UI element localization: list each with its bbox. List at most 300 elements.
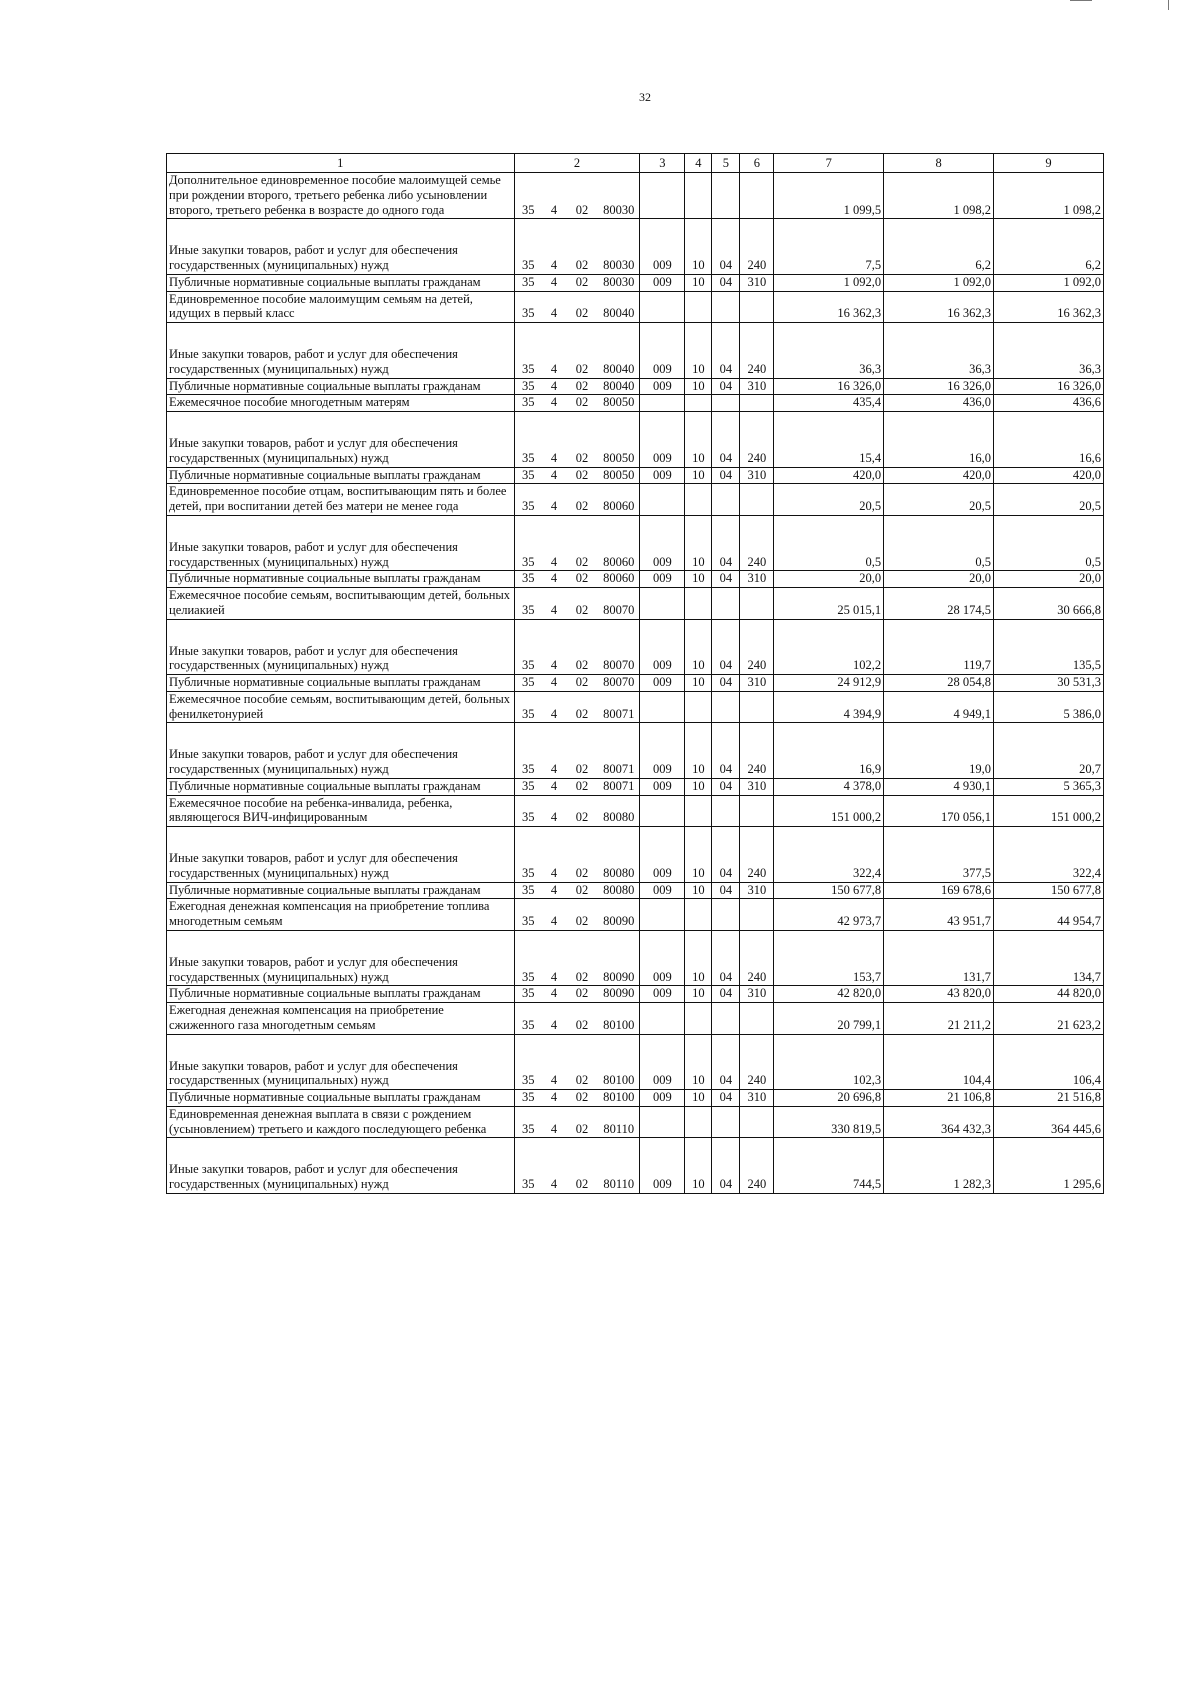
code-part-1: 35 [514,1138,542,1194]
col-4-value: 10 [685,323,712,379]
row-name: Ежемесячное пособие на ребенка-инвалида, ребенка, являющегося ВИЧ-инфицированным [167,795,515,827]
row-name: Публичные нормативные социальные выплаты гражданам [167,986,515,1003]
col-6-value [740,1106,774,1138]
code-part-2: 4 [542,1003,566,1035]
col-4-value [685,691,712,723]
code-part-4: 80110 [598,1138,640,1194]
table-row [167,291,1104,323]
col-3-value [640,1106,685,1138]
code-part-4: 80040 [598,291,640,323]
table-row [167,723,1104,779]
amount-col-8: 104,4 [884,1034,994,1090]
row-name: Публичные нормативные социальные выплаты гражданам [167,467,515,484]
col-6-value [740,1003,774,1035]
amount-col-8: 6,2 [884,219,994,275]
col-3-value [640,291,685,323]
header-col-8: 8 [884,154,994,173]
col-4-value: 10 [685,378,712,395]
code-part-1: 35 [514,588,542,620]
code-part-3: 02 [566,467,598,484]
col-4-value [685,1106,712,1138]
amount-col-7: 20,5 [774,484,884,516]
code-part-2: 4 [542,1106,566,1138]
amount-col-9: 135,5 [994,619,1104,675]
col-3-value [640,173,685,219]
col-5-value [712,395,740,412]
scan-edge-mark [1168,0,1169,10]
code-part-3: 02 [566,1090,598,1107]
amount-col-7: 420,0 [774,467,884,484]
code-part-3: 02 [566,986,598,1003]
col-6-value: 240 [740,1034,774,1090]
amount-col-8: 43 820,0 [884,986,994,1003]
col-4-value: 10 [685,219,712,275]
col-6-value: 310 [740,675,774,692]
code-part-1: 35 [514,219,542,275]
col-5-value [712,795,740,827]
amount-col-7: 16 362,3 [774,291,884,323]
col-5-value: 04 [712,986,740,1003]
amount-col-9: 5 365,3 [994,778,1104,795]
row-name: Иные закупки товаров, работ и услуг для обеспечения государственных (муниципальных) нужд [167,827,515,883]
code-part-3: 02 [566,723,598,779]
code-part-4: 80040 [598,323,640,379]
row-name: Иные закупки товаров, работ и услуг для обеспечения государственных (муниципальных) нужд [167,1034,515,1090]
table-row [167,412,1104,468]
row-name: Ежемесячное пособие семьям, воспитывающим детей, больных целиакией [167,588,515,620]
amount-col-7: 1 099,5 [774,173,884,219]
table-row [167,619,1104,675]
amount-col-7: 4 394,9 [774,691,884,723]
col-5-value: 04 [712,882,740,899]
code-part-3: 02 [566,291,598,323]
code-part-1: 35 [514,173,542,219]
code-part-1: 35 [514,1106,542,1138]
col-3-value [640,691,685,723]
row-name: Иные закупки товаров, работ и услуг для обеспечения государственных (муниципальных) нужд [167,619,515,675]
code-part-4: 80071 [598,723,640,779]
amount-col-7: 7,5 [774,219,884,275]
code-part-2: 4 [542,219,566,275]
col-3-value [640,588,685,620]
col-6-value: 240 [740,1138,774,1194]
col-5-value: 04 [712,723,740,779]
col-4-value: 10 [685,571,712,588]
code-part-3: 02 [566,795,598,827]
amount-col-8: 28 054,8 [884,675,994,692]
code-part-1: 35 [514,899,542,931]
table-row [167,571,1104,588]
amount-col-9: 436,6 [994,395,1104,412]
col-4-value: 10 [685,1090,712,1107]
col-6-value: 240 [740,412,774,468]
amount-col-8: 20,0 [884,571,994,588]
amount-col-8: 170 056,1 [884,795,994,827]
code-part-2: 4 [542,412,566,468]
code-part-1: 35 [514,323,542,379]
code-part-3: 02 [566,827,598,883]
amount-col-9: 30 666,8 [994,588,1104,620]
col-3-value: 009 [640,274,685,291]
code-part-4: 80071 [598,691,640,723]
col-4-value [685,899,712,931]
code-part-4: 80030 [598,173,640,219]
amount-col-8: 420,0 [884,467,994,484]
col-5-value: 04 [712,675,740,692]
col-4-value: 10 [685,467,712,484]
code-part-1: 35 [514,723,542,779]
table-row [167,1106,1104,1138]
amount-col-8: 4 949,1 [884,691,994,723]
col-6-value: 240 [740,323,774,379]
code-part-2: 4 [542,323,566,379]
table-row [167,588,1104,620]
amount-col-9: 151 000,2 [994,795,1104,827]
code-part-2: 4 [542,395,566,412]
col-5-value [712,1003,740,1035]
table-row [167,778,1104,795]
code-part-4: 80090 [598,930,640,986]
table-row [167,274,1104,291]
col-5-value [712,484,740,516]
amount-col-8: 377,5 [884,827,994,883]
header-row [167,154,1104,173]
scan-edge-mark [1070,0,1092,1]
col-3-value [640,484,685,516]
code-part-1: 35 [514,515,542,571]
code-part-3: 02 [566,1138,598,1194]
header-col-3: 3 [640,154,685,173]
table-row [167,986,1104,1003]
amount-col-9: 30 531,3 [994,675,1104,692]
amount-col-7: 16 326,0 [774,378,884,395]
amount-col-9: 16 362,3 [994,291,1104,323]
code-part-3: 02 [566,378,598,395]
amount-col-9: 420,0 [994,467,1104,484]
code-part-2: 4 [542,1090,566,1107]
col-4-value [685,795,712,827]
amount-col-9: 1 295,6 [994,1138,1104,1194]
amount-col-9: 36,3 [994,323,1104,379]
amount-col-7: 36,3 [774,323,884,379]
amount-col-9: 134,7 [994,930,1104,986]
table-body [167,173,1104,1194]
code-part-2: 4 [542,899,566,931]
code-part-2: 4 [542,930,566,986]
row-name: Ежегодная денежная компенсация на приобретение топлива многодетным семьям [167,899,515,931]
code-part-4: 80080 [598,827,640,883]
row-name: Публичные нормативные социальные выплаты гражданам [167,571,515,588]
table-row [167,882,1104,899]
row-name: Публичные нормативные социальные выплаты гражданам [167,378,515,395]
code-part-3: 02 [566,412,598,468]
col-6-value [740,899,774,931]
code-part-4: 80050 [598,395,640,412]
col-5-value [712,899,740,931]
col-4-value [685,395,712,412]
code-part-4: 80100 [598,1034,640,1090]
table-row [167,378,1104,395]
code-part-1: 35 [514,619,542,675]
amount-col-7: 1 092,0 [774,274,884,291]
code-part-4: 80070 [598,619,640,675]
col-4-value [685,588,712,620]
code-part-2: 4 [542,588,566,620]
amount-col-8: 16 326,0 [884,378,994,395]
amount-col-8: 19,0 [884,723,994,779]
code-part-4: 80060 [598,571,640,588]
code-part-2: 4 [542,827,566,883]
code-part-2: 4 [542,291,566,323]
col-3-value: 009 [640,675,685,692]
col-3-value: 009 [640,1138,685,1194]
code-part-3: 02 [566,588,598,620]
col-5-value: 04 [712,827,740,883]
code-part-3: 02 [566,323,598,379]
row-name: Публичные нормативные социальные выплаты гражданам [167,1090,515,1107]
col-4-value: 10 [685,986,712,1003]
code-part-4: 80090 [598,986,640,1003]
code-part-3: 02 [566,484,598,516]
amount-col-7: 20 799,1 [774,1003,884,1035]
code-part-4: 80050 [598,412,640,468]
amount-col-7: 15,4 [774,412,884,468]
amount-col-7: 25 015,1 [774,588,884,620]
col-4-value [685,173,712,219]
amount-col-7: 153,7 [774,930,884,986]
col-3-value: 009 [640,723,685,779]
code-part-1: 35 [514,412,542,468]
col-6-value: 310 [740,571,774,588]
col-5-value: 04 [712,467,740,484]
header-col-9: 9 [994,154,1104,173]
amount-col-8: 16 362,3 [884,291,994,323]
col-4-value: 10 [685,515,712,571]
code-part-3: 02 [566,619,598,675]
amount-col-7: 102,2 [774,619,884,675]
col-5-value: 04 [712,1034,740,1090]
amount-col-8: 169 678,6 [884,882,994,899]
col-6-value [740,291,774,323]
amount-col-8: 131,7 [884,930,994,986]
amount-col-7: 744,5 [774,1138,884,1194]
code-part-4: 80071 [598,778,640,795]
code-part-4: 80080 [598,882,640,899]
table-row [167,1034,1104,1090]
col-5-value: 04 [712,515,740,571]
col-5-value: 04 [712,323,740,379]
code-part-3: 02 [566,515,598,571]
code-part-1: 35 [514,395,542,412]
amount-col-8: 436,0 [884,395,994,412]
row-name: Ежегодная денежная компенсация на приобретение сжиженного газа многодетным семьям [167,1003,515,1035]
table-row [167,827,1104,883]
amount-col-8: 0,5 [884,515,994,571]
table-row [167,675,1104,692]
amount-col-7: 330 819,5 [774,1106,884,1138]
amount-col-8: 36,3 [884,323,994,379]
code-part-4: 80110 [598,1106,640,1138]
code-part-2: 4 [542,1138,566,1194]
code-part-1: 35 [514,291,542,323]
code-part-4: 80090 [598,899,640,931]
code-part-4: 80100 [598,1090,640,1107]
col-3-value: 009 [640,412,685,468]
table-row [167,795,1104,827]
col-4-value: 10 [685,827,712,883]
code-part-1: 35 [514,274,542,291]
amount-col-9: 0,5 [994,515,1104,571]
code-part-1: 35 [514,691,542,723]
row-name: Публичные нормативные социальные выплаты гражданам [167,274,515,291]
table-row [167,899,1104,931]
amount-col-7: 151 000,2 [774,795,884,827]
amount-col-9: 1 092,0 [994,274,1104,291]
col-6-value [740,691,774,723]
col-5-value: 04 [712,412,740,468]
col-3-value [640,795,685,827]
code-part-1: 35 [514,1090,542,1107]
col-3-value: 009 [640,467,685,484]
col-6-value: 240 [740,827,774,883]
code-part-1: 35 [514,930,542,986]
amount-col-9: 5 386,0 [994,691,1104,723]
col-3-value: 009 [640,827,685,883]
amount-col-9: 6,2 [994,219,1104,275]
code-part-1: 35 [514,467,542,484]
code-part-4: 80040 [598,378,640,395]
col-5-value: 04 [712,1138,740,1194]
code-part-2: 4 [542,882,566,899]
col-4-value: 10 [685,882,712,899]
amount-col-8: 20,5 [884,484,994,516]
amount-col-9: 44 820,0 [994,986,1104,1003]
amount-col-9: 20,5 [994,484,1104,516]
amount-col-8: 43 951,7 [884,899,994,931]
code-part-2: 4 [542,173,566,219]
row-name: Ежемесячное пособие семьям, воспитывающим детей, больных фенилкетонурией [167,691,515,723]
row-name: Иные закупки товаров, работ и услуг для обеспечения государственных (муниципальных) нужд [167,323,515,379]
amount-col-9: 20,7 [994,723,1104,779]
col-3-value: 009 [640,1034,685,1090]
table-row [167,1090,1104,1107]
amount-col-9: 364 445,6 [994,1106,1104,1138]
col-5-value: 04 [712,571,740,588]
amount-col-9: 20,0 [994,571,1104,588]
amount-col-9: 1 098,2 [994,173,1104,219]
col-3-value: 009 [640,1090,685,1107]
code-part-2: 4 [542,619,566,675]
col-6-value [740,588,774,620]
code-part-1: 35 [514,827,542,883]
amount-col-7: 16,9 [774,723,884,779]
code-part-1: 35 [514,778,542,795]
col-3-value [640,395,685,412]
amount-col-9: 21 623,2 [994,1003,1104,1035]
code-part-1: 35 [514,378,542,395]
header-col-4: 4 [685,154,712,173]
row-name: Публичные нормативные социальные выплаты гражданам [167,778,515,795]
col-3-value: 009 [640,882,685,899]
code-part-3: 02 [566,571,598,588]
col-4-value [685,291,712,323]
code-part-1: 35 [514,1034,542,1090]
amount-col-9: 44 954,7 [994,899,1104,931]
row-name: Единовременная денежная выплата в связи с рождением (усыновлением) третьего и каждого последующего ребенка [167,1106,515,1138]
amount-col-9: 21 516,8 [994,1090,1104,1107]
code-part-2: 4 [542,515,566,571]
col-5-value: 04 [712,619,740,675]
code-part-3: 02 [566,882,598,899]
col-3-value: 009 [640,619,685,675]
amount-col-7: 24 912,9 [774,675,884,692]
row-name: Дополнительное единовременное пособие малоимущей семье при рождении второго, третьего ребенка либо усыновлении второго, третьего ребенка в возрасте до одного года [167,173,515,219]
code-part-1: 35 [514,795,542,827]
col-6-value: 310 [740,274,774,291]
amount-col-7: 20 696,8 [774,1090,884,1107]
amount-col-9: 16,6 [994,412,1104,468]
code-part-3: 02 [566,173,598,219]
code-part-2: 4 [542,723,566,779]
code-part-1: 35 [514,571,542,588]
col-4-value [685,484,712,516]
code-part-3: 02 [566,691,598,723]
col-4-value: 10 [685,723,712,779]
col-4-value: 10 [685,930,712,986]
code-part-3: 02 [566,675,598,692]
col-5-value [712,173,740,219]
code-part-4: 80050 [598,467,640,484]
code-part-1: 35 [514,882,542,899]
col-4-value [685,1003,712,1035]
code-part-4: 80030 [598,219,640,275]
code-part-2: 4 [542,378,566,395]
col-4-value: 10 [685,1034,712,1090]
amount-col-8: 1 098,2 [884,173,994,219]
col-4-value: 10 [685,274,712,291]
header-col-5: 5 [712,154,740,173]
table-row [167,691,1104,723]
amount-col-7: 102,3 [774,1034,884,1090]
col-5-value: 04 [712,778,740,795]
col-3-value: 009 [640,219,685,275]
code-part-4: 80070 [598,588,640,620]
col-5-value [712,588,740,620]
col-5-value: 04 [712,274,740,291]
amount-col-8: 4 930,1 [884,778,994,795]
row-name: Единовременное пособие малоимущим семьям на детей, идущих в первый класс [167,291,515,323]
col-6-value [740,395,774,412]
col-4-value: 10 [685,619,712,675]
col-5-value: 04 [712,1090,740,1107]
amount-col-8: 21 211,2 [884,1003,994,1035]
amount-col-7: 150 677,8 [774,882,884,899]
amount-col-7: 0,5 [774,515,884,571]
code-part-2: 4 [542,778,566,795]
col-6-value: 240 [740,930,774,986]
row-name: Иные закупки товаров, работ и услуг для обеспечения государственных (муниципальных) нужд [167,515,515,571]
col-6-value: 310 [740,467,774,484]
row-name: Иные закупки товаров, работ и услуг для обеспечения государственных (муниципальных) нужд [167,412,515,468]
code-part-2: 4 [542,484,566,516]
table-row [167,515,1104,571]
amount-col-7: 435,4 [774,395,884,412]
amount-col-7: 42 973,7 [774,899,884,931]
table-row [167,467,1104,484]
code-part-4: 80070 [598,675,640,692]
amount-col-7: 322,4 [774,827,884,883]
table-row [167,930,1104,986]
